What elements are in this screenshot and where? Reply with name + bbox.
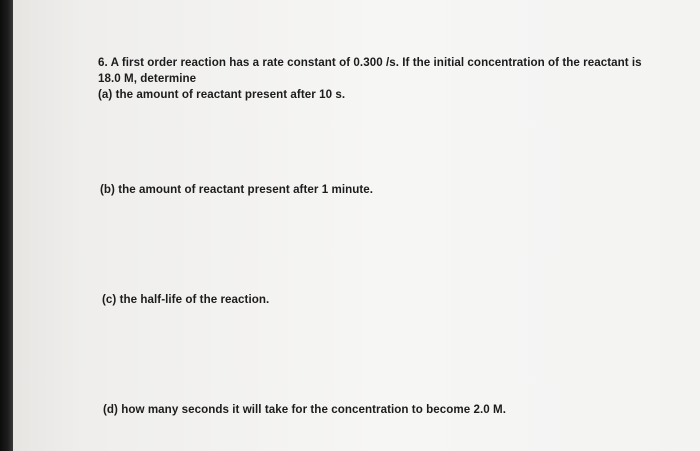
question-intro-line-1: 6. A first order reaction has a rate constant of 0.300 /s. If the initial concentration of the reactant is xyxy=(98,56,642,69)
question-part-c: (c) the half-life of the reaction. xyxy=(102,293,270,306)
worksheet-page xyxy=(13,0,700,451)
question-part-a: (a) the amount of reactant present after 10 s. xyxy=(98,88,346,101)
question-part-d: (d) how many seconds it will take for the concentration to become 2.0 M. xyxy=(103,403,507,416)
question-intro-line-2: 18.0 M, determine xyxy=(98,72,197,85)
question-part-b: (b) the amount of reactant present after 1 minute. xyxy=(100,183,374,196)
dark-screen-edge xyxy=(0,0,13,451)
